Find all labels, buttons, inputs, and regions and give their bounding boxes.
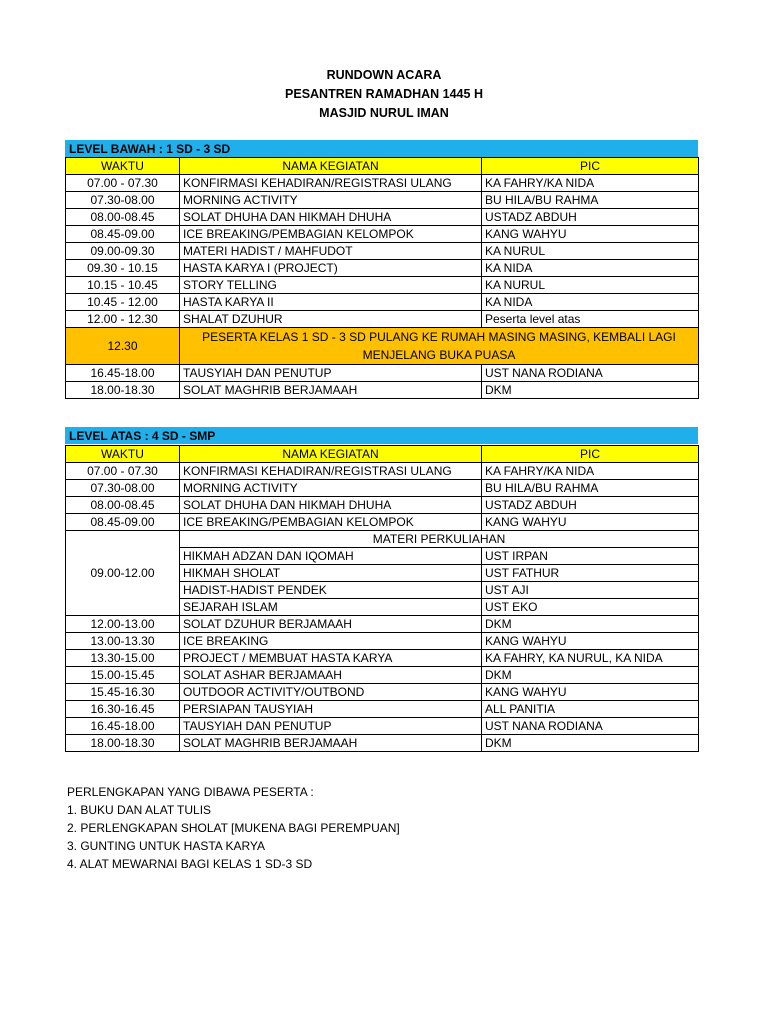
pic-cell: UST FATHUR bbox=[482, 565, 699, 582]
activity-cell: HIKMAH SHOLAT bbox=[180, 565, 482, 582]
table-row bbox=[66, 277, 699, 294]
pic-cell: DKM bbox=[482, 735, 699, 752]
table-row bbox=[66, 701, 699, 718]
materi-heading: MATERI PERKULIAHAN bbox=[180, 531, 699, 548]
table-row bbox=[66, 735, 699, 752]
time-cell: 09.00-12.00 bbox=[66, 531, 180, 616]
activity-cell: HASTA KARYA I (PROJECT) bbox=[180, 260, 482, 277]
pic-cell: DKM bbox=[482, 382, 699, 399]
table-row bbox=[66, 480, 699, 497]
time-cell: 16.45-18.00 bbox=[66, 718, 180, 735]
document-title bbox=[0, 66, 768, 123]
pic-cell: KA FAHRY/KA NIDA bbox=[482, 463, 699, 480]
pic-cell: BU HILA/BU RAHMA bbox=[482, 192, 699, 209]
activity-cell: SOLAT MAGHRIB BERJAMAAH bbox=[180, 382, 482, 399]
time-cell: 09.30 - 10.15 bbox=[66, 260, 180, 277]
activity-cell: HADIST-HADIST PENDEK bbox=[180, 582, 482, 599]
note-item: 4. ALAT MEWARNAI BAGI KELAS 1 SD-3 SD bbox=[67, 857, 313, 871]
pic-cell: UST IRPAN bbox=[482, 548, 699, 565]
activity-cell: HASTA KARYA II bbox=[180, 294, 482, 311]
time-cell: 08.00-08.45 bbox=[66, 209, 180, 226]
activity-cell: HIKMAH ADZAN DAN IQOMAH bbox=[180, 548, 482, 565]
activity-cell: ICE BREAKING/PEMBAGIAN KELOMPOK bbox=[180, 514, 482, 531]
pic-cell: DKM bbox=[482, 616, 699, 633]
table-row bbox=[66, 243, 699, 260]
pic-cell: ALL PANITIA bbox=[482, 701, 699, 718]
table-row bbox=[66, 175, 699, 192]
activity-cell: STORY TELLING bbox=[180, 277, 482, 294]
table-row bbox=[66, 365, 699, 382]
pic-cell: Peserta level atas bbox=[482, 311, 699, 328]
pic-cell: KA NIDA bbox=[482, 260, 699, 277]
pic-cell: DKM bbox=[482, 667, 699, 684]
pic-cell: UST AJI bbox=[482, 582, 699, 599]
table-row bbox=[66, 718, 699, 735]
section-heading-level-bawah: LEVEL BAWAH : 1 SD - 3 SD bbox=[65, 140, 698, 157]
column-header-time: WAKTU bbox=[66, 446, 180, 463]
table-row bbox=[66, 616, 699, 633]
notes-heading: PERLENGKAPAN YANG DIBAWA PESERTA : bbox=[67, 785, 314, 799]
time-cell: 07.30-08.00 bbox=[66, 480, 180, 497]
pic-cell: USTADZ ABDUH bbox=[482, 209, 699, 226]
activity-cell: ICE BREAKING bbox=[180, 633, 482, 650]
time-cell: 08.45-09.00 bbox=[66, 514, 180, 531]
table-row bbox=[66, 633, 699, 650]
activity-cell: MORNING ACTIVITY bbox=[180, 192, 482, 209]
title-line-2: PESANTREN RAMADHAN 1445 H bbox=[285, 87, 483, 101]
time-cell: 16.30-16.45 bbox=[66, 701, 180, 718]
pic-cell: UST EKO bbox=[482, 599, 699, 616]
time-cell: 10.15 - 10.45 bbox=[66, 277, 180, 294]
pic-cell: KA NURUL bbox=[482, 243, 699, 260]
pic-cell: UST NANA RODIANA bbox=[482, 718, 699, 735]
table-row bbox=[66, 311, 699, 328]
title-line-3: MASJID NURUL IMAN bbox=[319, 106, 449, 120]
time-cell: 18.00-18.30 bbox=[66, 382, 180, 399]
activity-cell: OUTDOOR ACTIVITY/OUTBOND bbox=[180, 684, 482, 701]
time-cell: 08.45-09.00 bbox=[66, 226, 180, 243]
activity-cell: KONFIRMASI KEHADIRAN/REGISTRASI ULANG bbox=[180, 175, 482, 192]
pic-cell: KANG WAHYU bbox=[482, 514, 699, 531]
pic-cell: KA NURUL bbox=[482, 277, 699, 294]
time-cell: 07.00 - 07.30 bbox=[66, 463, 180, 480]
time-cell: 07.30-08.00 bbox=[66, 192, 180, 209]
title-line-1: RUNDOWN ACARA bbox=[326, 68, 442, 82]
time-cell: 07.00 - 07.30 bbox=[66, 175, 180, 192]
column-header-pic: PIC bbox=[482, 446, 699, 463]
column-header-time: WAKTU bbox=[66, 158, 180, 175]
time-cell: 12.30 bbox=[66, 328, 180, 365]
activity-cell: KONFIRMASI KEHADIRAN/REGISTRASI ULANG bbox=[180, 463, 482, 480]
activity-cell: PERSIAPAN TAUSYIAH bbox=[180, 701, 482, 718]
activity-cell: SHALAT DZUHUR bbox=[180, 311, 482, 328]
pic-cell: KA FAHRY/KA NIDA bbox=[482, 175, 699, 192]
time-cell: 10.45 - 12.00 bbox=[66, 294, 180, 311]
activity-cell: SOLAT ASHAR BERJAMAAH bbox=[180, 667, 482, 684]
schedule-table-level-atas bbox=[65, 445, 699, 752]
table-header-row bbox=[66, 446, 699, 463]
table-row bbox=[66, 260, 699, 277]
activity-cell: ICE BREAKING/PEMBAGIAN KELOMPOK bbox=[180, 226, 482, 243]
time-cell: 09.00-09.30 bbox=[66, 243, 180, 260]
pic-cell: KA FAHRY, KA NURUL, KA NIDA bbox=[482, 650, 699, 667]
table-row bbox=[66, 463, 699, 480]
activity-cell: SOLAT DHUHA DAN HIKMAH DHUHA bbox=[180, 209, 482, 226]
time-cell: 15.00-15.45 bbox=[66, 667, 180, 684]
table-row bbox=[66, 514, 699, 531]
table-row bbox=[66, 294, 699, 311]
pic-cell: BU HILA/BU RAHMA bbox=[482, 480, 699, 497]
activity-cell: MORNING ACTIVITY bbox=[180, 480, 482, 497]
time-cell: 08.00-08.45 bbox=[66, 497, 180, 514]
activity-cell: PROJECT / MEMBUAT HASTA KARYA bbox=[180, 650, 482, 667]
table-row bbox=[66, 684, 699, 701]
activity-cell: SOLAT DHUHA DAN HIKMAH DHUHA bbox=[180, 497, 482, 514]
schedule-table-level-bawah bbox=[65, 157, 699, 399]
note-item: 2. PERLENGKAPAN SHOLAT [MUKENA BAGI PEREMPUAN] bbox=[67, 821, 400, 835]
table-row bbox=[66, 209, 699, 226]
time-cell: 16.45-18.00 bbox=[66, 365, 180, 382]
materi-heading-row bbox=[66, 531, 699, 548]
column-header-activity: NAMA KEGIATAN bbox=[180, 446, 482, 463]
time-cell: 13.00-13.30 bbox=[66, 633, 180, 650]
note-item: 3. GUNTING UNTUK HASTA KARYA bbox=[67, 839, 266, 853]
highlight-note: PESERTA KELAS 1 SD - 3 SD PULANG KE RUMAH MASING MASING, KEMBALI LAGI MENJELANG BUKA PUASA bbox=[180, 328, 699, 365]
table-row bbox=[66, 226, 699, 243]
column-header-activity: NAMA KEGIATAN bbox=[180, 158, 482, 175]
table-row bbox=[66, 382, 699, 399]
activity-cell: SOLAT MAGHRIB BERJAMAAH bbox=[180, 735, 482, 752]
table-row bbox=[66, 650, 699, 667]
activity-cell: MATERI HADIST / MAHFUDOT bbox=[180, 243, 482, 260]
table-row bbox=[66, 667, 699, 684]
highlight-row bbox=[66, 328, 699, 365]
column-header-pic: PIC bbox=[482, 158, 699, 175]
equipment-notes bbox=[67, 783, 400, 873]
activity-cell: TAUSYIAH DAN PENUTUP bbox=[180, 718, 482, 735]
pic-cell: USTADZ ABDUH bbox=[482, 497, 699, 514]
activity-cell: SEJARAH ISLAM bbox=[180, 599, 482, 616]
table-row bbox=[66, 497, 699, 514]
section-heading-level-atas: LEVEL ATAS : 4 SD - SMP bbox=[65, 427, 698, 444]
time-cell: 18.00-18.30 bbox=[66, 735, 180, 752]
pic-cell: KANG WAHYU bbox=[482, 633, 699, 650]
pic-cell: KANG WAHYU bbox=[482, 226, 699, 243]
time-cell: 15.45-16.30 bbox=[66, 684, 180, 701]
table-header-row bbox=[66, 158, 699, 175]
time-cell: 12.00 - 12.30 bbox=[66, 311, 180, 328]
note-item: 1. BUKU DAN ALAT TULIS bbox=[67, 803, 212, 817]
pic-cell: KANG WAHYU bbox=[482, 684, 699, 701]
table-row bbox=[66, 192, 699, 209]
time-cell: 13.30-15.00 bbox=[66, 650, 180, 667]
activity-cell: TAUSYIAH DAN PENUTUP bbox=[180, 365, 482, 382]
pic-cell: KA NIDA bbox=[482, 294, 699, 311]
time-cell: 12.00-13.00 bbox=[66, 616, 180, 633]
activity-cell: SOLAT DZUHUR BERJAMAAH bbox=[180, 616, 482, 633]
pic-cell: UST NANA RODIANA bbox=[482, 365, 699, 382]
